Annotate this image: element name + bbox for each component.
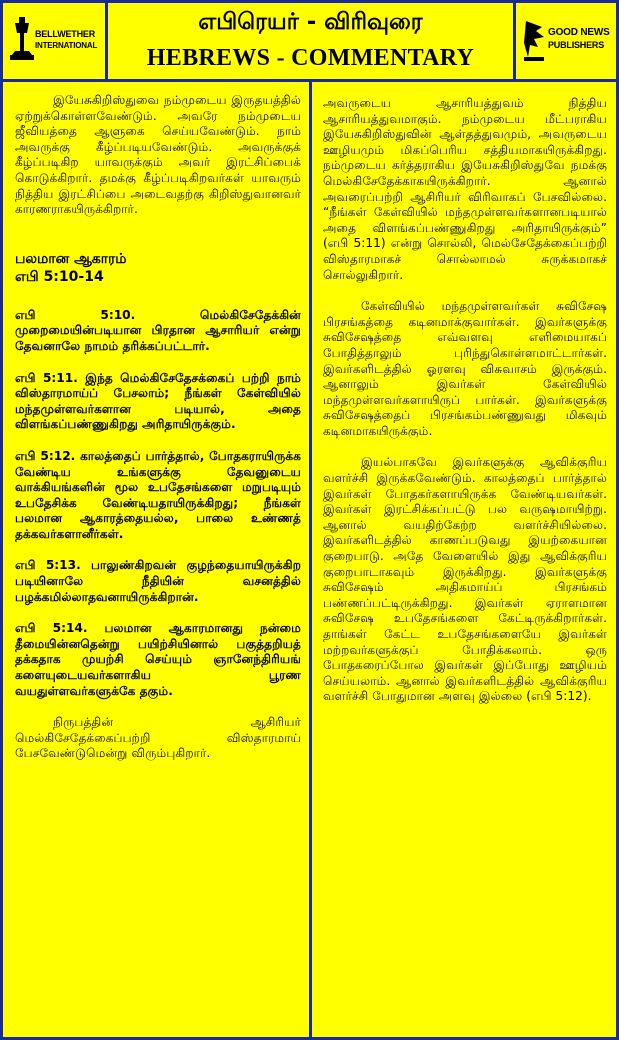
bellwether-lamp-icon bbox=[7, 15, 37, 65]
right-paragraph-2: கேள்வியில் மந்தமுள்ளவர்கள் சுவிசேஷ பிரசங்கத்தை கடினமாக்குவார்கள். இவர்களுக்கு சுவிசேஷத்தை எவ்வளவு எளிமையாகப் போதித்தாலும் புரிந்துகொள்ளமாட்டார்கள். இவர்களிடத்தில் ஓரளவு விசுவாசம் இருக்கும். ஆனாலும் இவர்கள் கேள்வியில் மந்தமுள்ளவர்களாயிருப் பார்கள். இவர்களுக்கு சுவிசேஷத்தைப் பிரசங்கம்பண்ணுவது மிகவும் கடினமாகயிருக்கும். bbox=[323, 299, 607, 438]
closing-paragraph: நிருபத்தின் ஆசிரியர் மெல்கிசேதேக்கைப்பற்றி விஸ்தாரமாய் பேசவேண்டுமென்று விரும்புகிறார். bbox=[15, 715, 301, 761]
verse-5-10: எபி 5:10. மெல்கிசேதேக்கின் முறைமையின்படியான பிரதான ஆசாரியர் என்று தேவனாலே நாமம் தரிக்கப்பட்டார். bbox=[15, 307, 301, 353]
verse-5-12: எபி 5:12. காலத்தைப் பார்த்தால், போதகராயிருக்க வேண்டிய உங்களுக்கு தேவனுடைய வாக்கியங்களின் மூல உபதேசங்களை மறுபடியும் உபதேசிக்க வேண்டியதாயிருக்கிறது; நீங்கள் பலமான ஆகாரத்தையல்ல, பாலை உண்ணத் தக்கவர்களானீர்கள். bbox=[15, 448, 301, 541]
right-column bbox=[323, 96, 607, 721]
page-title-english: HEBREWS - COMMENTARY bbox=[146, 45, 475, 71]
bellwether-logo bbox=[3, 3, 108, 79]
right-logo-line1: GOOD NEWS bbox=[548, 27, 610, 38]
right-paragraph-1: அவருடைய ஆசாரியத்துவம் நித்திய ஆசாரியத்துவமாகும். நம்முடைய மீட்பராகிய இயேசுகிறிஸ்துவின் ஆள்தத்துவமும், அவருடைய ஊழியமும் மிகப்பெரிய சத்தியமாகயிருக்கிறது. நம்முடைய கர்த்தராகிய இயேசுகிறிஸ்துவே நமக்கு மெல்கிசேதேக்காகயிருக்கிறார். ஆனால் அவரைப்பற்றி ஆசிரியர் விரிவாகப் பேசவில்லை. “நீங்கள் கேள்வியில் மந்தமுள்ளவர்களானபடியால் அதை விளங்கப்பண்ணுகிறது அரிதாயிருக்கும்” (எபி 5:11) என்று சொல்லி, மெல்சேதேக்கைப்பற்றி விஸ்தாரமாகச் சொல்லாமல் சுருக்கமாகச் சொல்லுகிறார். bbox=[323, 96, 607, 282]
section-heading-reference: எபி 5:10-14 bbox=[15, 268, 104, 285]
verse-5-14: எபி 5:14. பலமான ஆகாரமானது நன்மை தீமையின்னதென்று பயிற்சியினால் பகுத்தறியத் தக்கதாக முயற்சி செய்யும் ஞானேந்திரியங் களையுடையவர்களாகிய பூரண வயதுள்ளவர்களுக்கே தகும். bbox=[15, 621, 301, 698]
left-logo-line2: INTERNATIONAL bbox=[35, 41, 98, 50]
left-logo-line1: BELLWETHER bbox=[35, 29, 95, 39]
right-paragraph-3: இயல்பாகவே இவர்களுக்கு ஆவிக்குரிய வளர்ச்சி இருக்கவேண்டும். காலத்தைப் பார்த்தால் இவர்கள் போதகர்களாயிருக்க வேண்டியவர்கள். இவர்கள் இரட்சிக்கப்பட்டு பல வருஷமாயிற்று. ஆனால் வயதிற்கேற்ற வளர்ச்சியில்லை. இவர்களிடத்தில் காணப்படுவது இயற்கையான குறைபாடு. அதே வேளையில் இது ஆவிக்குரிய குறைபாடாகவும் இருக்கிறது. இவர்களுக்கு சுவிசேஷம் அதிகமாய்ப் பிரசங்கம் பண்ணப்பட்டிருக்கிறது. இவர்கள் ஏராளமான சுவிசேஷ உபதேசங்களை கேட்டிருக்கிறார்கள். தாங்கள் கேட்ட உபதேசங்களையே இவர்கள் மற்றவர்களுக்குப் போதிக்கலாம். ஒரு போதகரைப்போல இவர்கள் இப்போது ஊழியம் செய்யலாம். ஆனால் இவர்களிடத்தில் ஆவிக்குரிய வளர்ச்சி போதுமான அளவு இல்லை (எபி 5:12). bbox=[323, 455, 607, 704]
verse-5-13: எபி 5:13. பாலுண்கிறவன் குழந்தையாயிருக்கிற படியினாலே நீதியின் வசனத்தில் பழக்கமில்லாதவனாயிருக்கிறான். bbox=[15, 558, 301, 604]
good-news-logo bbox=[513, 3, 619, 79]
verse-5-11: எபி 5:11. இந்த மெல்கிசேதேசக்கைப் பற்றி நாம் விஸ்தாரமாய்ப் பேசலாம்; நீங்கள் கேள்வியில் மந்தமுள்ளவர்களான படியால், அதை விளங்கப்பண்ணுகிறது அரிதாயிருக்கும். bbox=[15, 370, 301, 432]
column-divider bbox=[309, 82, 312, 1037]
intro-paragraph: இயேசுகிறிஸ்துவை நம்முடைய இருதயத்தில் ஏற்றுக்கொள்ளவேண்டும். அவரே நம்முடைய ஜீவியத்தை ஆளுகை செய்யவேண்டும். நாம் அவருக்கு கீழ்ப்படியவேண்டும். அவருக்குக் கீழ்ப்படிகிற யாவருக்கும் அவர் இரட்சிப்பைக் கொடுக்கிறார். தமக்கு கீழ்ப்படிகிறவர்கள் யாவரும் நித்திய இரட்சிப்பை அடைவதற்கு கிறிஸ்துவானவர் காரணராகயிருக்கிறார். bbox=[15, 93, 301, 217]
section-heading bbox=[15, 250, 301, 286]
header bbox=[3, 3, 616, 82]
section-heading-title: பலமான ஆகாரம் bbox=[15, 250, 127, 267]
good-news-bird-icon bbox=[522, 17, 548, 63]
right-logo-line2: PUBLISHERS bbox=[548, 40, 605, 50]
left-column bbox=[15, 93, 301, 778]
page-title-tamil: எபிரெயர் - விரிவுரை bbox=[198, 9, 423, 35]
